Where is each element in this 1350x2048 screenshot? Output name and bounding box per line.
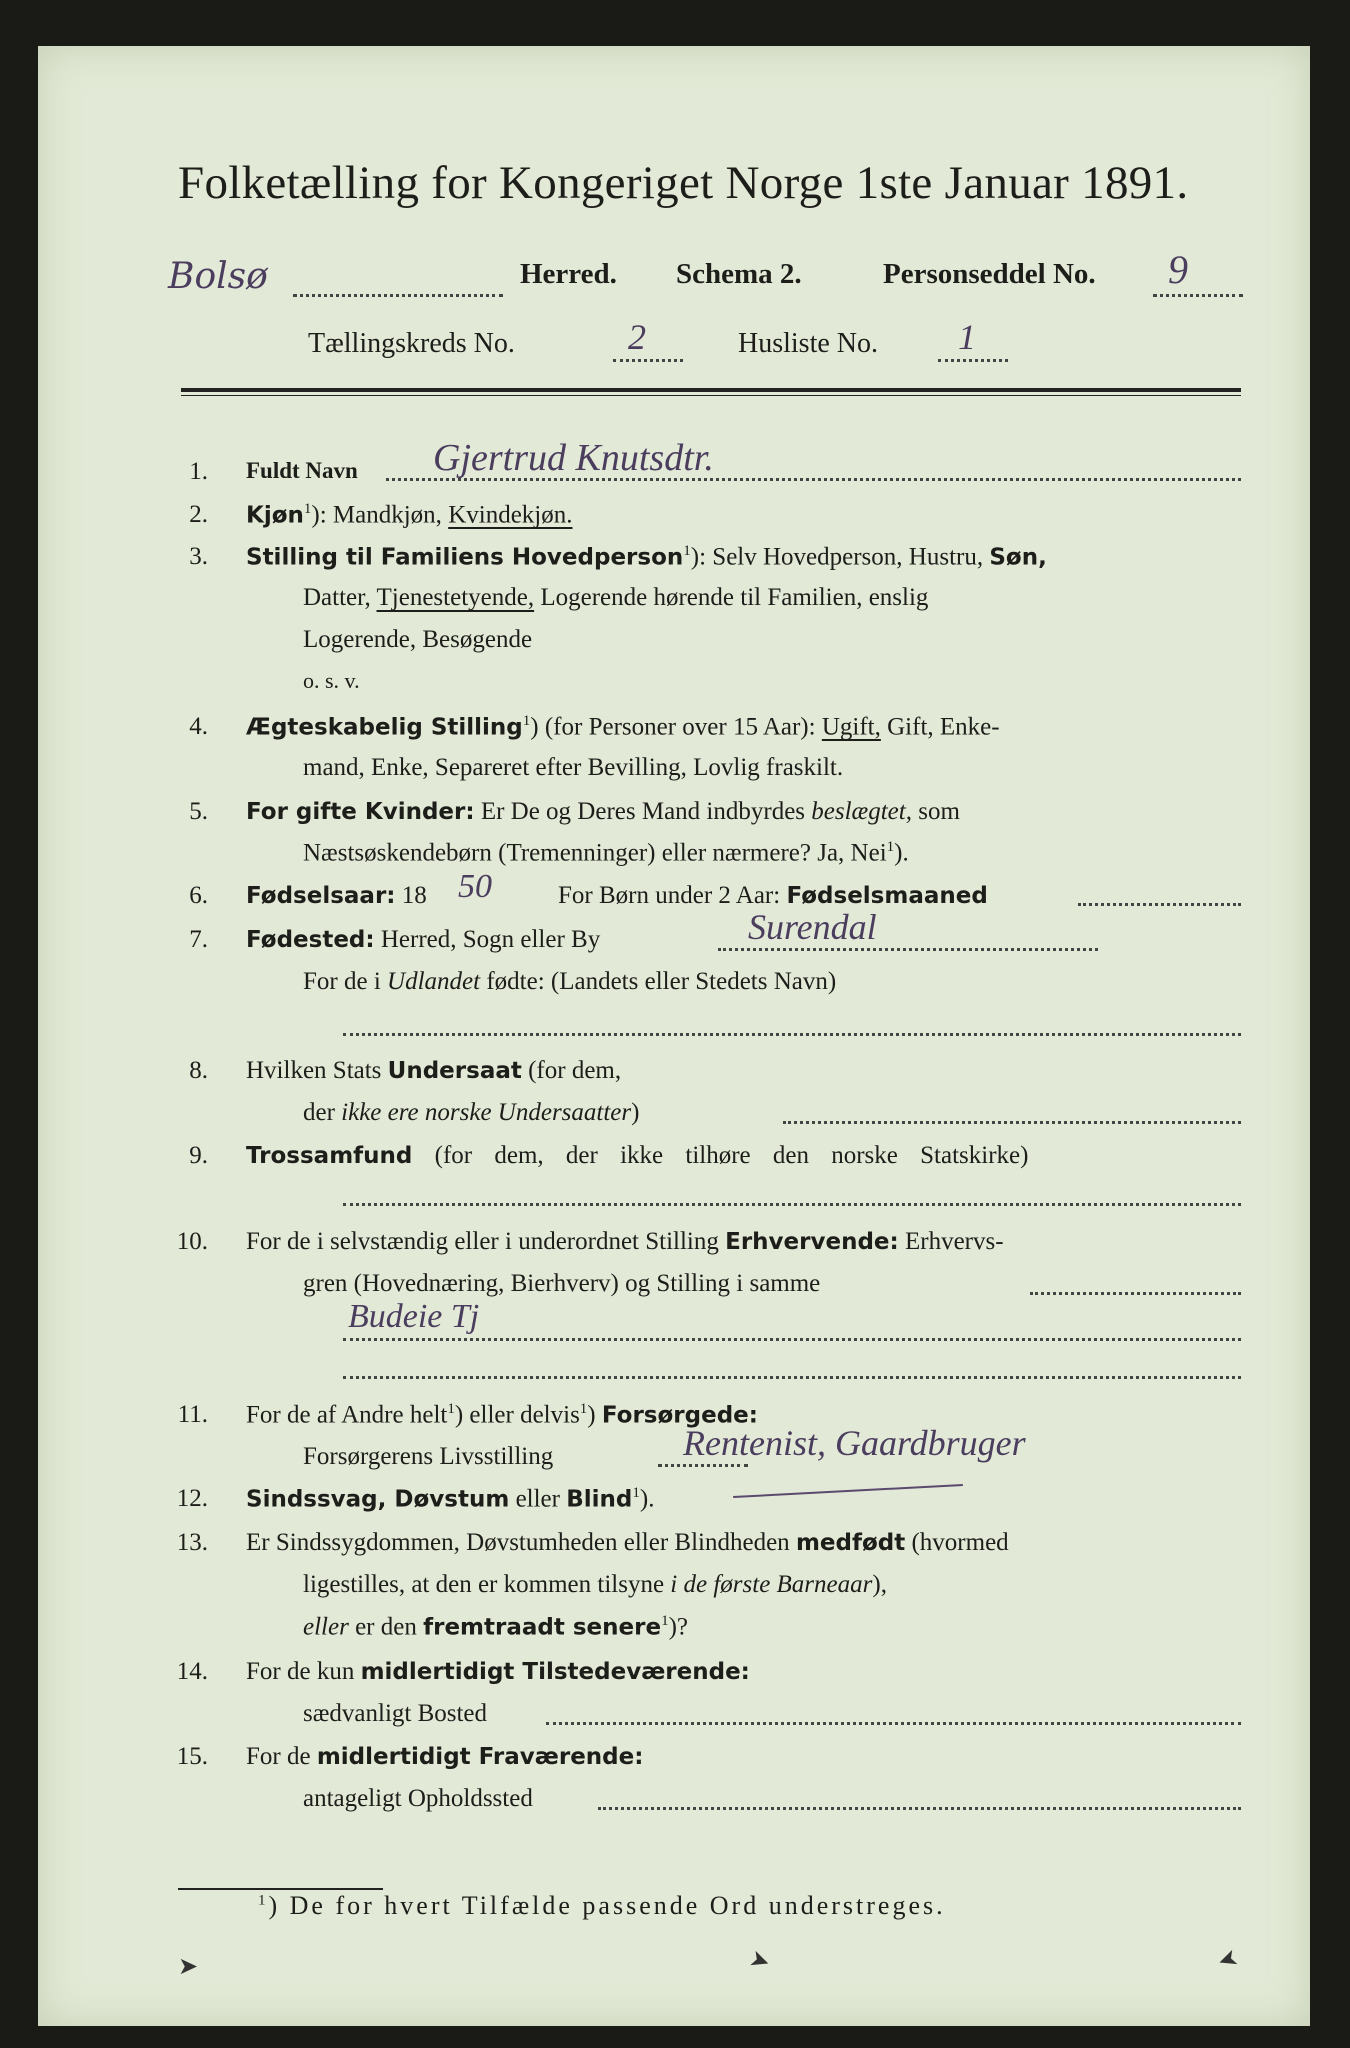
birthyear-prefix: 18 bbox=[395, 882, 427, 909]
position-text: Datter, bbox=[303, 584, 377, 611]
disability-line bbox=[246, 1485, 654, 1513]
religion-text: (for dem, der ikke tilhøre den norske Statskirke) bbox=[412, 1142, 1029, 1169]
schema-label: Schema 2. bbox=[676, 258, 802, 290]
supported-text: ) eller delvis bbox=[454, 1401, 580, 1429]
married-label: For gifte Kvinder: bbox=[246, 799, 475, 825]
footnote-ref: 1 bbox=[303, 501, 312, 517]
husliste-dots bbox=[938, 359, 1008, 362]
husliste-value: 1 bbox=[958, 317, 976, 357]
disability-label: Sindssvag, Døvstum bbox=[246, 1486, 510, 1513]
position-line-3: Logerende, Besøgende bbox=[303, 626, 533, 653]
present-text: For de kun bbox=[246, 1658, 361, 1685]
item-number: 13. bbox=[176, 1529, 208, 1556]
religion-label: Trossamfund bbox=[246, 1143, 413, 1169]
congenital-text: Er Sindssygdommen, Døvstumheden eller Blindheden bbox=[246, 1529, 796, 1556]
arrow-mark-icon: ➤ bbox=[745, 1943, 775, 1977]
blind-label: Blind bbox=[566, 1486, 633, 1513]
abroad-dots bbox=[343, 1033, 1241, 1036]
congenital-label: medfødt bbox=[795, 1530, 906, 1556]
abroad-line bbox=[303, 968, 836, 996]
item-number: 5. bbox=[189, 798, 208, 825]
herred-label: Herred. bbox=[520, 258, 617, 290]
abroad-text-italic: Udlandet bbox=[387, 968, 481, 995]
occupation-line-2: gren (Hovednæring, Bierhverv) og Stilling i samme bbox=[303, 1270, 821, 1297]
footnote-ref: 1 bbox=[258, 1892, 269, 1909]
herred-dots bbox=[293, 294, 503, 297]
position-line-4: o. s. v. bbox=[303, 668, 360, 693]
footnote-rule bbox=[178, 1888, 383, 1890]
item-number: 15. bbox=[176, 1743, 208, 1770]
married-text: Næstsøskendebørn (Tremenninger) eller nærmere? Ja, Nei bbox=[303, 839, 887, 867]
footnote-ref: 1 bbox=[632, 1485, 640, 1501]
marital-selected: Ugift, bbox=[821, 713, 881, 741]
abroad-text: For de i bbox=[303, 968, 388, 995]
subject-text: Hvilken Stats bbox=[246, 1057, 388, 1084]
occupation-value: Budeie Tj bbox=[348, 1298, 480, 1335]
position-son: Søn, bbox=[989, 544, 1047, 571]
position-line-1 bbox=[246, 543, 1047, 571]
marital-text: Gift, Enke- bbox=[880, 713, 1000, 741]
item-number: 14. bbox=[176, 1658, 208, 1685]
congenital-text: )? bbox=[668, 1613, 688, 1641]
herred-value: Bolsø bbox=[168, 256, 268, 297]
stay-label: antageligt Opholdssted bbox=[303, 1785, 533, 1812]
birthplace-dots bbox=[718, 948, 1098, 951]
item-number: 11. bbox=[177, 1401, 208, 1428]
subject-text-italic: ikke ere norske Undersaatter bbox=[341, 1099, 632, 1126]
supported-line-1 bbox=[246, 1401, 758, 1429]
footnote-ref: 1 bbox=[661, 1613, 669, 1629]
position-label: Stilling til Familiens Hovedperson bbox=[246, 544, 684, 571]
position-text: Logerende hørende til Familien, enslig bbox=[534, 584, 929, 611]
sex-line bbox=[246, 501, 572, 529]
marital-text: ) (for Personer over 15 Aar): bbox=[530, 713, 822, 741]
occupation-line-1 bbox=[246, 1228, 1004, 1256]
occupation-text: For de i selvstændig eller i underordnet Stilling bbox=[246, 1228, 726, 1255]
birthplace-value: Surendal bbox=[748, 907, 877, 947]
sex-options: ): Mandkjøn, bbox=[311, 501, 449, 529]
birthyear-value: 50 bbox=[458, 868, 492, 905]
item-number: 4. bbox=[189, 713, 208, 740]
married-text-italic: beslægtet, bbox=[811, 798, 912, 825]
supporter-dots bbox=[658, 1464, 748, 1467]
absent-line-1 bbox=[246, 1743, 643, 1771]
kreds-dots bbox=[613, 359, 683, 362]
congenital-text: (hvormed bbox=[905, 1529, 1009, 1556]
item-number: 12. bbox=[176, 1485, 208, 1512]
header-rule bbox=[181, 388, 1241, 392]
subject-text: ) bbox=[631, 1099, 640, 1126]
birthmonth-text: For Børn under 2 Aar: bbox=[558, 882, 787, 909]
supported-text: For de af Andre helt bbox=[246, 1401, 448, 1429]
congenital-text: er den bbox=[348, 1613, 424, 1641]
occupation-extra-dots bbox=[343, 1376, 1241, 1379]
subject-line-1 bbox=[246, 1057, 621, 1085]
married-text: som bbox=[911, 798, 960, 825]
personseddel-dots bbox=[1153, 294, 1243, 297]
supporter-value: Rentenist, Gaardbruger bbox=[683, 1423, 1026, 1463]
abroad-text: fødte: (Landets eller Stedets Navn) bbox=[480, 968, 837, 995]
birthyear-label: Fødselsaar: bbox=[246, 883, 396, 909]
footnote-ref: 1 bbox=[683, 543, 691, 559]
married-line-2 bbox=[303, 839, 909, 867]
form-title: Folketælling for Kongeriget Norge 1ste Januar 1891. bbox=[178, 157, 1189, 209]
name-value: Gjertrud Knutsdtr. bbox=[433, 437, 714, 479]
subject-line-2 bbox=[303, 1099, 639, 1127]
occupation-value-dots bbox=[343, 1338, 1241, 1341]
personseddel-label: Personseddel No. bbox=[883, 258, 1096, 290]
item-number: 2. bbox=[189, 501, 208, 528]
occupation-dots bbox=[1030, 1292, 1241, 1295]
supported-label: Forsørgede: bbox=[601, 1402, 758, 1429]
position-options: ): Selv Hovedperson, Hustru, bbox=[690, 543, 990, 571]
name-label: Fuldt Navn bbox=[246, 458, 358, 483]
disability-text: ). bbox=[639, 1485, 655, 1513]
present-line-1 bbox=[246, 1658, 750, 1686]
personseddel-value: 9 bbox=[1168, 247, 1188, 292]
subject-text: der bbox=[303, 1099, 342, 1126]
item-number: 3. bbox=[189, 543, 208, 570]
congenital-text-italic: i de første Barneaar bbox=[670, 1571, 873, 1598]
item-number: 6. bbox=[189, 882, 208, 909]
kreds-label: Tællingskreds No. bbox=[308, 328, 515, 359]
birthplace-line bbox=[246, 926, 600, 954]
kreds-value: 2 bbox=[628, 317, 646, 357]
item-number: 10. bbox=[176, 1228, 208, 1255]
congenital-line-1 bbox=[246, 1529, 1009, 1557]
married-line-1 bbox=[246, 798, 960, 826]
married-text: Er De og Deres Mand indbyrdes bbox=[474, 798, 812, 825]
marital-line-2: mand, Enke, Separeret efter Bevilling, Lovlig fraskilt. bbox=[303, 754, 844, 781]
congenital-text: ), bbox=[872, 1571, 887, 1598]
supporter-label: Forsørgerens Livsstilling bbox=[303, 1443, 554, 1470]
item-number: 7. bbox=[189, 926, 208, 953]
header-rule-thin bbox=[181, 395, 1241, 396]
subject-dots bbox=[783, 1121, 1241, 1124]
birthyear-line bbox=[246, 882, 427, 910]
sex-label: Kjøn bbox=[246, 502, 304, 529]
married-text: ). bbox=[894, 839, 909, 867]
herred-line bbox=[168, 256, 268, 297]
congenital-text-italic: eller bbox=[303, 1613, 349, 1641]
item-number: 1. bbox=[189, 458, 208, 485]
residence-label: sædvanligt Bosted bbox=[303, 1700, 488, 1727]
birthplace-text: Herred, Sogn eller By bbox=[374, 926, 601, 953]
item-number: 9. bbox=[189, 1142, 208, 1169]
stay-dots bbox=[598, 1807, 1241, 1810]
dash-stroke bbox=[733, 1484, 963, 1498]
arrow-mark-icon: ➤ bbox=[1213, 1943, 1243, 1977]
residence-dots bbox=[546, 1722, 1241, 1725]
census-form bbox=[38, 46, 1310, 2026]
footnote-ref: 1 bbox=[579, 1401, 588, 1417]
occupation-text: Erhvervs- bbox=[898, 1228, 1004, 1255]
birthmonth-label: Fødselsmaaned bbox=[786, 883, 988, 909]
absent-text: For de bbox=[246, 1743, 317, 1770]
footnote-ref: 1 bbox=[447, 1401, 455, 1417]
congenital-line-3 bbox=[303, 1613, 688, 1641]
congenital-line-2 bbox=[303, 1571, 887, 1599]
birthmonth-dots bbox=[1078, 903, 1241, 906]
later-label: fremtraadt senere bbox=[423, 1614, 662, 1641]
footnote-ref: 1 bbox=[522, 713, 531, 729]
position-line-2 bbox=[303, 584, 928, 612]
sex-selected: Kvindekjøn. bbox=[448, 501, 573, 529]
arrow-mark-icon: ➤ bbox=[178, 1952, 199, 1980]
footnote-text: ) De for hvert Tilfælde passende Ord understreges. bbox=[268, 1891, 946, 1920]
subject-text: (for dem, bbox=[521, 1057, 622, 1084]
marital-line-1 bbox=[246, 713, 1000, 741]
supported-text: ) bbox=[587, 1401, 602, 1429]
religion-line bbox=[246, 1142, 1028, 1170]
occupation-label: Erhvervende: bbox=[725, 1229, 899, 1255]
subject-label: Undersaat bbox=[387, 1058, 522, 1084]
footnote-ref: 1 bbox=[886, 839, 895, 855]
birthplace-label: Fødested: bbox=[246, 927, 375, 953]
absent-label: midlertidigt Fraværende: bbox=[316, 1744, 644, 1770]
disability-text: eller bbox=[509, 1485, 567, 1513]
name-dots bbox=[386, 478, 1241, 481]
husliste-label: Husliste No. bbox=[738, 328, 878, 359]
religion-dots bbox=[343, 1203, 1241, 1206]
item-number: 8. bbox=[189, 1057, 208, 1084]
footnote bbox=[258, 1891, 946, 1921]
present-label: midlertidigt Tilstedeværende: bbox=[360, 1659, 750, 1685]
position-selected: Tjenestetyende, bbox=[376, 584, 535, 611]
congenital-text: ligestilles, at den er kommen tilsyne bbox=[303, 1571, 671, 1598]
marital-label: Ægteskabelig Stilling bbox=[246, 714, 523, 741]
